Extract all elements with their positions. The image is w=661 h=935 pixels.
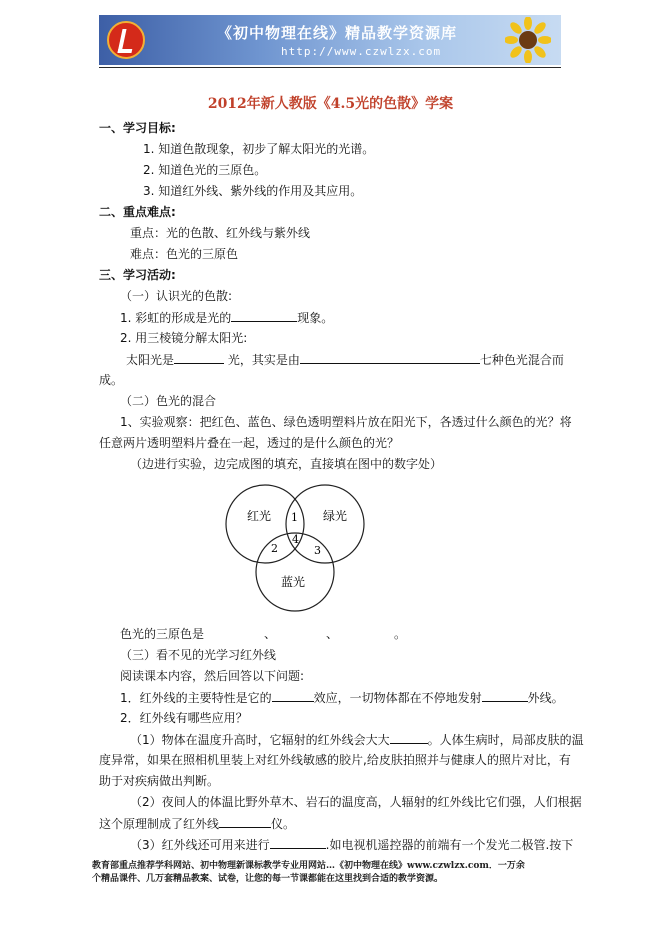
- q4-text-a: 1．红外线的主要特性是它的: [120, 691, 272, 705]
- difficult-point: 难点：色光的三原色: [130, 247, 239, 261]
- q2-text-c: 七种色光混合而: [479, 353, 564, 367]
- region-3[interactable]: 3: [314, 544, 321, 557]
- key-point: 重点：光的色散、红外线与紫外线: [130, 226, 311, 240]
- answer-blank[interactable]: [300, 351, 480, 364]
- goal-item-1: 1. 知道色散现象，初步了解太阳光的光谱。: [143, 142, 375, 156]
- region-1[interactable]: 1: [291, 511, 298, 524]
- answer-blank[interactable]: [390, 731, 428, 744]
- section-heading-key-points: 二、重点难点:: [99, 205, 176, 219]
- part-heading-mixing: （二）色光的混合: [120, 394, 217, 408]
- primary-colors-question: [120, 626, 406, 642]
- header-banner: [99, 15, 561, 65]
- q8-text-a: （3）红外线还可用来进行: [130, 838, 270, 852]
- q6-text-a: （1）物体在温度升高时，它辐射的红外线会大大: [130, 733, 390, 747]
- q6-text-b: 。人体生病时，局部皮肤的温: [427, 733, 584, 747]
- question-6-line-3: 助于对疾病做出判断。: [99, 774, 220, 788]
- primary-colors-end: 。: [394, 627, 407, 641]
- color-venn-diagram: [225, 480, 375, 612]
- question-1-text: 1. 彩虹的形成是光的: [120, 311, 232, 325]
- answer-blank[interactable]: [482, 689, 528, 702]
- label-green: 绿光: [323, 509, 348, 523]
- footer-line-2: 个精品课件、几万套精品教案、试卷，让您的每一节课都能在这里找到合适的教学资源。: [92, 874, 444, 884]
- red-light-circle: [226, 485, 304, 563]
- experiment-note: （边进行实验，边完成图的填充，直接填在图中的数字处）: [130, 457, 443, 471]
- sunflower-icon: [505, 17, 551, 63]
- banner-title: 《初中物理在线》精品教学资源库: [217, 24, 458, 42]
- question-7: （2）夜间人的体温比野外草木、岩石的温度高，人辐射的红外线比它们强，人们根据: [130, 795, 582, 809]
- q7-text-c: 仪。: [271, 817, 296, 831]
- part-heading-infrared: （三）看不见的光学习红外线: [120, 648, 277, 662]
- question-8: [130, 836, 573, 853]
- question-2: 2. 用三棱镜分解太阳光:: [120, 331, 248, 345]
- q2-text-b: 光，其实是由: [227, 353, 300, 367]
- q4-text-c: 外线。: [527, 691, 564, 705]
- label-red: 红光: [247, 509, 272, 523]
- q7-text-b: 这个原理制成了红外线: [99, 817, 220, 831]
- experiment-text-2: 任意两片透明塑料片叠在一起，透过的是什么颜色的光？: [99, 436, 400, 450]
- green-light-circle: [286, 485, 364, 563]
- question-6: [130, 731, 584, 748]
- part-heading-dispersion: （一）认识光的色散:: [120, 289, 233, 303]
- header-rule: [99, 67, 561, 68]
- logo-mark: [117, 29, 136, 53]
- footer-line-1: 教育部重点推荐学科网站、初中物理新课标教学专业用网站…《初中物理在线》www.czwlzx.com．一万余: [92, 861, 525, 871]
- answer-blank[interactable]: [270, 836, 326, 849]
- goal-item-3: 3. 知道红外线、紫外线的作用及其应用。: [143, 184, 363, 198]
- region-2[interactable]: 2: [271, 542, 278, 555]
- primary-colors-text: 色光的三原色是: [120, 627, 205, 641]
- q8-text-b: .如电视机遥控器的前端有一个发光二极管.按下: [325, 838, 574, 852]
- separator: 、: [264, 627, 277, 641]
- question-7-line-2: [99, 815, 295, 832]
- answer-blank[interactable]: [272, 689, 314, 702]
- region-4[interactable]: 4: [292, 533, 299, 546]
- section-heading-activities: 三、学习活动:: [99, 268, 176, 282]
- question-1: [120, 309, 333, 326]
- answer-blank[interactable]: [219, 815, 271, 828]
- answer-blank[interactable]: [231, 309, 297, 322]
- reading-instruction: 阅读课本内容，然后回答以下问题:: [120, 669, 305, 683]
- label-blue: 蓝光: [281, 575, 306, 589]
- page-title: 2012年新人教版《4.5光的色散》学案: [207, 96, 454, 112]
- site-logo: [107, 21, 145, 59]
- question-1-end: 现象。: [297, 311, 334, 325]
- goal-item-2: 2. 知道色光的三原色。: [143, 163, 267, 177]
- q4-text-b: 效应，一切物体都在不停地发射: [313, 691, 482, 705]
- answer-blank[interactable]: [174, 351, 224, 364]
- q2-text-a: 太阳光是: [126, 353, 175, 367]
- banner-url[interactable]: http://www.czwlzx.com: [281, 45, 442, 58]
- question-2-fill: [126, 351, 564, 368]
- section-heading-goals: 一、学习目标:: [99, 121, 176, 135]
- question-2-end: 成。: [99, 373, 124, 387]
- page-footer: [92, 860, 562, 886]
- experiment-text-1: 1、实验观察：把红色、蓝色、绿色透明塑料片放在阳光下，各透过什么颜色的光？将: [120, 415, 572, 429]
- question-4: [120, 689, 564, 706]
- question-6-line-2: 度异常，如果在照相机里装上对红外线敏感的胶片,给皮肤拍照并与健康人的照片对比，有: [99, 753, 571, 767]
- question-5: 2．红外线有哪些应用？: [120, 711, 248, 725]
- separator: 、: [326, 627, 339, 641]
